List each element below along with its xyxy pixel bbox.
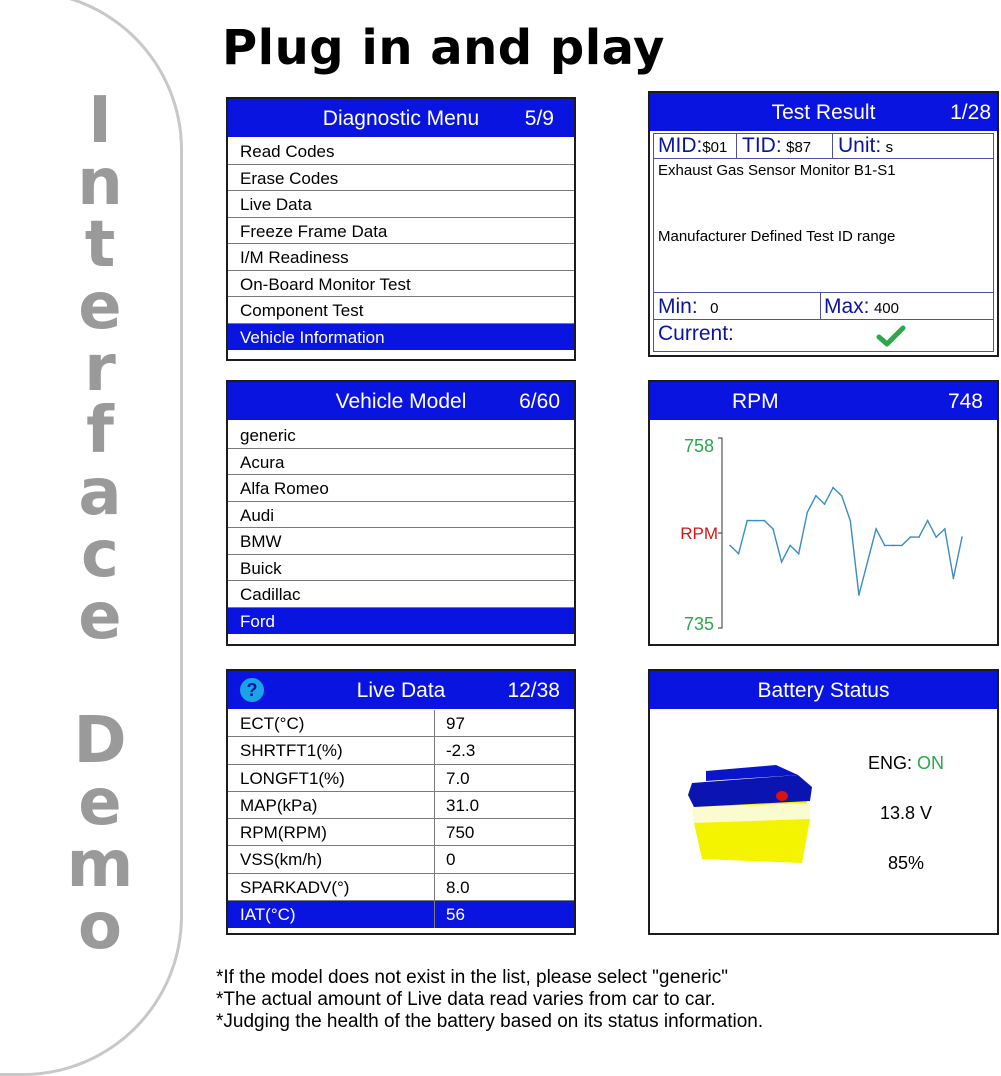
page-title: Plug in and play <box>222 20 665 76</box>
test-result-body <box>653 133 994 352</box>
vehicle-model-item[interactable]: Audi <box>228 502 574 529</box>
mid-value: $01 <box>702 139 728 156</box>
footnote-1: *If the model does not exist in the list, please select "generic" <box>216 967 728 988</box>
test-result-line2-box <box>654 228 993 293</box>
rpm-data-point <box>789 545 791 547</box>
diagnostic-menu-panel <box>226 97 576 361</box>
battery-status-header <box>650 671 997 709</box>
rpm-data-point <box>893 545 895 547</box>
battery-voltage: 13.8 V <box>880 803 933 823</box>
test-result-title: Test Result <box>771 101 876 124</box>
banner-letter: e <box>78 580 122 654</box>
rpm-data-point <box>850 520 852 522</box>
live-data-value: 31.0 <box>446 795 480 815</box>
live-data-row[interactable] <box>228 792 574 819</box>
diagnostic-menu-item[interactable]: Component Test <box>228 297 574 324</box>
test-result-line2: Manufacturer Defined Test ID range <box>658 228 896 245</box>
banner-letter: t <box>84 208 116 282</box>
live-data-value: 56 <box>446 905 465 925</box>
diagnostic-menu-item[interactable]: On-Board Monitor Test <box>228 271 574 298</box>
vehicle-model-title: Vehicle Model <box>335 390 467 413</box>
banner-letter: r <box>84 332 116 406</box>
banner-letter: e <box>78 270 122 344</box>
battery-status-title: Battery Status <box>757 679 890 702</box>
rpm-chart <box>650 422 997 644</box>
diagnostic-menu-item[interactable]: Freeze Frame Data <box>228 218 574 245</box>
rpm-data-point <box>927 520 929 522</box>
rpm-data-point <box>772 528 774 530</box>
mid-label: MID: <box>658 134 703 157</box>
live-data-row[interactable] <box>228 737 574 764</box>
test-result-header <box>650 93 997 131</box>
diagnostic-menu-item[interactable]: Live Data <box>228 191 574 218</box>
vehicle-model-item[interactable]: Buick <box>228 555 574 582</box>
max-value: 400 <box>873 300 899 317</box>
vehicle-model-item[interactable]: Alfa Romeo <box>228 475 574 502</box>
rpm-header <box>650 382 997 420</box>
unit-value: s <box>885 139 894 156</box>
live-data-param: ECT(°C) <box>240 714 305 733</box>
rpm-data-point <box>935 536 937 538</box>
vehicle-model-item[interactable]: Cadillac <box>228 581 574 608</box>
live-data-param: MAP(kPa) <box>240 795 318 815</box>
tid-value: $87 <box>786 139 812 156</box>
banner-letter: D <box>73 704 127 778</box>
rpm-data-point <box>918 536 920 538</box>
live-data-param: SPARKADV(°) <box>240 877 350 897</box>
eng-value: ON <box>917 753 945 773</box>
rpm-data-point <box>875 528 877 530</box>
rpm-data-point <box>815 495 817 497</box>
vehicle-model-counter: 6/60 <box>519 390 560 413</box>
live-data-value: 8.0 <box>446 877 470 897</box>
rpm-data-point <box>953 578 955 580</box>
diagnostic-menu-title: Diagnostic Menu <box>322 107 480 130</box>
rpm-data-point <box>746 520 748 522</box>
vehicle-model-header <box>228 382 574 420</box>
rpm-y-top-label: 758 <box>683 436 714 456</box>
battery-status-panel <box>648 669 999 935</box>
rpm-title: RPM <box>732 390 779 413</box>
rpm-data-point <box>755 520 757 522</box>
rpm-data-point <box>841 495 843 497</box>
rpm-data-point <box>944 528 946 530</box>
rpm-data-point <box>729 545 731 547</box>
rpm-data-point <box>824 503 826 505</box>
vehicle-model-item[interactable]: Acura <box>228 449 574 476</box>
help-icon[interactable]: ? <box>240 678 264 702</box>
rpm-data-point <box>738 553 740 555</box>
banner-letter: f <box>86 394 114 468</box>
diagnostic-menu-header <box>228 99 574 137</box>
rpm-data-point <box>764 520 766 522</box>
live-data-value: -2.3 <box>446 741 476 761</box>
live-data-counter: 12/38 <box>507 679 560 702</box>
live-data-param: LONGFT1(%) <box>240 768 345 788</box>
vehicle-model-item[interactable]: generic <box>228 422 574 449</box>
rpm-data-point <box>901 545 903 547</box>
max-label: Max: <box>824 295 870 318</box>
vehicle-model-panel <box>226 380 576 646</box>
rpm-series-line <box>730 488 962 595</box>
unit-label: Unit: <box>838 134 882 157</box>
live-data-panel <box>226 669 576 935</box>
rpm-data-point <box>884 545 886 547</box>
battery-percent: 85% <box>888 853 925 873</box>
test-result-minmax-row <box>654 293 993 320</box>
vehicle-model-item[interactable]: BMW <box>228 528 574 555</box>
live-data-row[interactable] <box>228 846 574 873</box>
banner-letter: I <box>88 84 112 158</box>
interface-demo-vertical-text <box>50 84 150 964</box>
check-icon <box>876 324 906 348</box>
live-data-row[interactable] <box>228 710 574 737</box>
live-data-param: IAT(°C) <box>240 905 296 925</box>
diagnostic-menu-counter: 5/9 <box>524 107 554 130</box>
rpm-data-point <box>832 487 834 489</box>
banner-letter: e <box>78 766 122 840</box>
test-result-panel <box>648 91 999 357</box>
live-data-value: 750 <box>446 823 475 843</box>
banner-letter <box>50 648 150 710</box>
live-data-row[interactable] <box>228 901 574 928</box>
test-result-ids-row <box>654 134 993 159</box>
min-label: Min: <box>658 295 698 318</box>
live-data-param: RPM(RPM) <box>240 823 327 843</box>
banner-letter: n <box>77 146 123 220</box>
rpm-data-point <box>781 561 783 563</box>
rpm-value: 748 <box>947 390 983 413</box>
rpm-y-bottom-label: 735 <box>683 614 714 634</box>
footnote-2: *The actual amount of Live data read varies from car to car. <box>216 989 716 1010</box>
rpm-data-point <box>910 536 912 538</box>
rpm-y-label: RPM <box>680 524 718 543</box>
min-value: 0 <box>710 300 719 317</box>
rpm-panel <box>648 380 999 646</box>
banner-letter: c <box>81 518 119 592</box>
rpm-data-point <box>807 512 809 514</box>
diagnostic-menu-item[interactable]: I/M Readiness <box>228 244 574 271</box>
banner-letter: o <box>78 890 122 964</box>
test-result-counter: 1/28 <box>950 101 991 124</box>
rpm-data-point <box>798 553 800 555</box>
test-result-line1-box <box>654 159 993 223</box>
live-data-value: 7.0 <box>446 768 470 788</box>
rpm-data-point <box>858 594 860 596</box>
tid-label: TID: <box>742 134 782 157</box>
banner-letter: m <box>66 828 134 902</box>
live-data-value: 97 <box>446 714 465 733</box>
rpm-data-point <box>961 536 963 538</box>
live-data-row[interactable] <box>228 874 574 901</box>
live-data-param: SHRTFT1(%) <box>240 741 343 761</box>
diagnostic-menu-item[interactable]: Erase Codes <box>228 165 574 192</box>
current-label: Current: <box>658 322 734 345</box>
diagnostic-menu-item[interactable]: Read Codes <box>228 138 574 165</box>
banner-letter: a <box>78 456 122 530</box>
diagnostic-menu-item[interactable]: Vehicle Information <box>228 324 574 351</box>
rpm-data-point <box>867 561 869 563</box>
live-data-value: 0 <box>446 850 456 870</box>
vehicle-model-item[interactable]: Ford <box>228 608 574 635</box>
live-data-header <box>228 671 574 709</box>
live-data-row[interactable] <box>228 819 574 846</box>
live-data-param: VSS(km/h) <box>240 850 323 870</box>
live-data-row[interactable] <box>228 765 574 792</box>
battery-icon <box>686 763 816 871</box>
eng-label: ENG: <box>868 753 913 773</box>
footnote-3: *Judging the health of the battery based on its status information. <box>216 1011 764 1032</box>
live-data-title: Live Data <box>356 679 446 702</box>
test-result-line1: Exhaust Gas Sensor Monitor B1-S1 <box>658 162 896 179</box>
